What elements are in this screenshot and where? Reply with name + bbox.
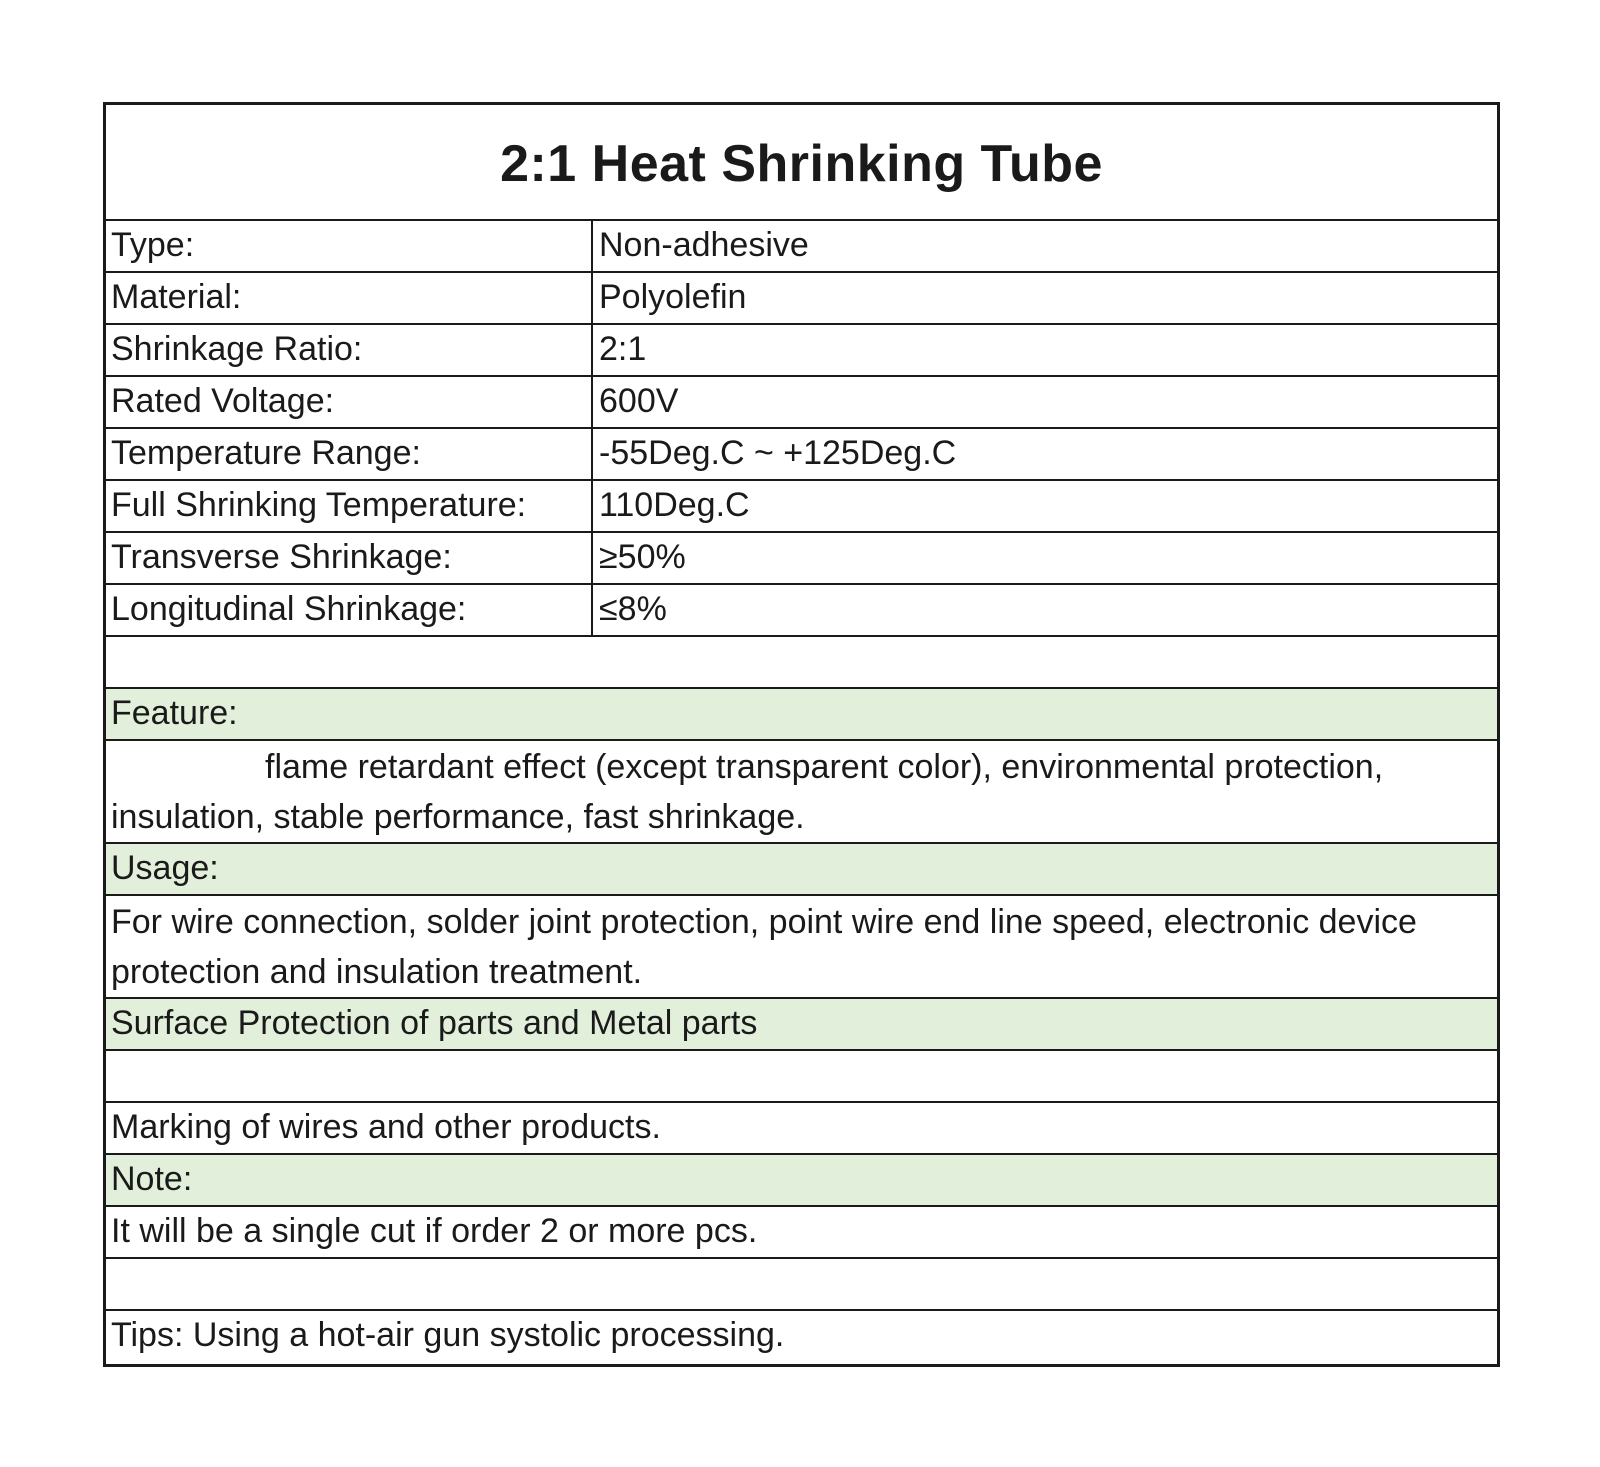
blank-cell — [106, 1051, 1497, 1101]
tips-text: Tips: Using a hot-air gun systolic processing. — [111, 1316, 785, 1354]
blank-cell — [106, 1259, 1497, 1309]
usage-heading: Usage: — [111, 849, 219, 887]
blank-row — [106, 637, 1497, 689]
feature-heading: Feature: — [111, 694, 238, 732]
feature-heading-row — [106, 689, 1497, 741]
spec-label: Temperature Range: — [106, 429, 593, 479]
blank-row — [106, 1051, 1497, 1103]
blank-cell — [106, 637, 1497, 687]
surface-protection-row — [106, 999, 1497, 1051]
spec-value: 2:1 — [599, 330, 647, 368]
marking-text: Marking of wires and other products. — [111, 1108, 661, 1146]
spec-row-full-shrinking-temperature — [106, 481, 1497, 533]
surface-protection-text: Surface Protection of parts and Metal parts — [111, 1004, 758, 1042]
spec-label: Longitudinal Shrinkage: — [106, 585, 593, 635]
spec-value: -55Deg.C ~ +125Deg.C — [599, 434, 957, 472]
spec-row-transverse-shrinkage — [106, 533, 1497, 585]
note-text-row — [106, 1207, 1497, 1259]
spec-label: Shrinkage Ratio: — [106, 325, 593, 375]
note-text: It will be a single cut if order 2 or more pcs. — [111, 1212, 758, 1250]
spec-value: ≥50% — [599, 538, 686, 576]
spec-value: ≤8% — [599, 590, 667, 628]
note-heading-row — [106, 1155, 1497, 1207]
spec-table — [103, 102, 1500, 1367]
spec-row-longitudinal-shrinkage — [106, 585, 1497, 637]
spec-label: Rated Voltage: — [106, 377, 593, 427]
spec-label: Full Shrinking Temperature: — [106, 481, 593, 531]
usage-text: For wire connection, solder joint protection, point wire end line speed, electronic device protection and insulation treatment. — [111, 903, 1417, 991]
spec-row-material — [106, 273, 1497, 325]
marking-row — [106, 1103, 1497, 1155]
spec-value: 110Deg.C — [599, 486, 750, 524]
spec-value: Polyolefin — [599, 278, 747, 316]
spec-value: 600V — [599, 382, 679, 420]
spec-label: Transverse Shrinkage: — [106, 533, 593, 583]
usage-text-row — [106, 896, 1497, 999]
title-row — [106, 105, 1497, 221]
spec-row-rated-voltage — [106, 377, 1497, 429]
spec-label: Material: — [106, 273, 593, 323]
blank-row — [106, 1259, 1497, 1311]
spec-row-shrinkage-ratio — [106, 325, 1497, 377]
spec-value: Non-adhesive — [599, 226, 809, 264]
spec-row-type — [106, 221, 1497, 273]
spec-label: Type: — [106, 221, 593, 271]
feature-text: flame retardant effect (except transparent color), environmental protection, insulation, stable performance, fast shrinkage. — [111, 748, 1384, 836]
feature-text-row — [106, 741, 1497, 844]
note-heading: Note: — [111, 1160, 193, 1198]
tips-row — [106, 1311, 1497, 1363]
usage-heading-row — [106, 844, 1497, 896]
page-title: 2:1 Heat Shrinking Tube — [500, 135, 1103, 193]
spec-row-temperature-range — [106, 429, 1497, 481]
